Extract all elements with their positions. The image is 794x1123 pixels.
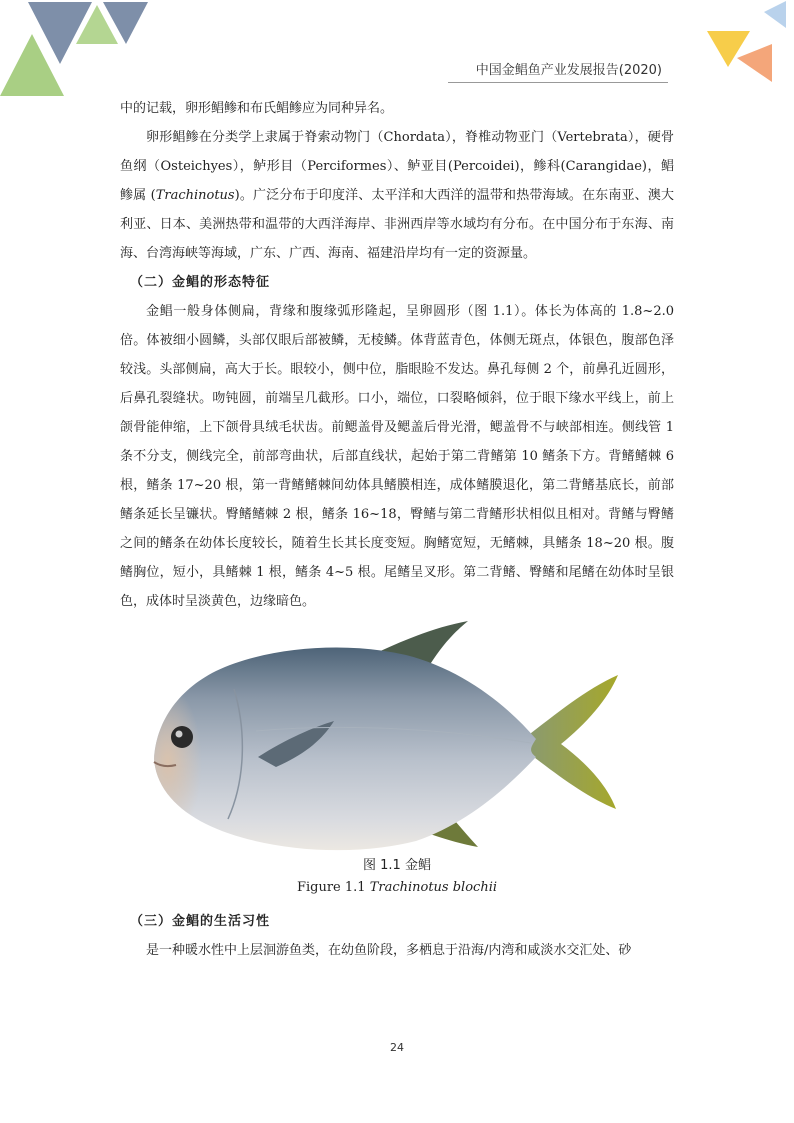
report-header-title: 中国金鲳鱼产业发展报告(2020) [475,63,662,78]
section-heading-morphology: （二）金鲳的形态特征 [130,275,271,290]
section-heading-habits: （三）金鲳的生活习性 [130,914,271,929]
figure-fish [120,619,674,899]
header-divider [448,82,668,83]
fish-eye-highlight [176,731,183,738]
paragraph-morphology: 金鲳一般身体侧扁，背缘和腹缘弧形隆起，呈卵圆形（图 1.1）。体长为体高的 1.8~2.0 倍。体被细小圆鳞，头部仅眼后部被鳞，无棱鳞。体背蓝青色，体侧无斑点，体银色，腹部色泽较浅。头部侧扁，高大于长。眼较小，侧中位，脂眼睑不发达。鼻孔每侧 2 个，前鼻孔近圆形，后鼻孔裂缝状。吻钝圆，前端呈几截形。口小，端位，口裂略倾斜，位于眼下缘水平线上，前上颌骨能伸缩，上下颌骨具绒毛状齿。前鳃盖骨及鳃盖后骨光滑，鳃盖骨不与峡部相连。侧线管 1 条不分支，侧线完全，前部弯曲状，后部直线状，起始于第二背鳍第 10 鳍条下方。背鳍鳍棘 6 根，鳍条 17~20 根，第一背鳍鳍棘间幼体具鳍膜相连，成体鳍膜退化，第二背鳍基底长，前部鳍条延长呈镰状。臀鳍鳍棘 2 根，鳍条 16~18，臀鳍与第二背鳍形状相似且相对。背鳍与臀鳍之间的鳍条在幼体长度较长，随着生长其长度变短。胸鳍宽短，无鳍棘，具鳍条 18~20 根。腹鳍胸位，短小，具鳍棘 1 根，鳍条 4~5 根。尾鳍呈叉形。第二背鳍、臀鳍和尾鳍在幼体时呈银色，成体时呈淡黄色，边缘暗色。 [120,304,674,609]
tail-fin [526,675,618,809]
body-content [120,94,674,965]
fish-image [146,619,646,855]
paragraph-continuation: 中的记载，卵形鲳鲹和布氏鲳鲹应为同种异名。 [120,101,394,116]
caption-en-prefix: Figure 1.1 [296,880,370,895]
corner-decoration-left [0,0,150,100]
page-number: 24 [390,1041,404,1054]
deco-triangle-orange [737,44,772,82]
paragraph-habits: 是一种暖水性中上层洄游鱼类，在幼鱼阶段，多栖息于沿海/内湾和咸淡水交汇处、砂 [146,943,632,958]
figure-caption-en [120,877,674,899]
fish-eye [171,726,193,748]
corner-decoration-right [704,0,794,95]
deco-triangle-blue [764,1,786,28]
caption-en-species: Trachinotus blochii [369,880,498,895]
taxonomy-text-b: )。广泛分布于印度洋、太平洋和大西洋的温带和热带海域。在东南亚、澳大利亚、日本、美洲热带和温带的大西洋海岸、非洲西岸等水域均有分布。在中国分布于东海、南海、台湾海峡等海域，广东、广西、海南、福建沿岸均有一定的资源量。 [120,188,674,261]
paragraph-taxonomy [120,123,674,268]
fish-head-tint [154,671,223,824]
taxonomy-text-a: 卵形鲳鲹在分类学上隶属于脊索动物门（Chordata），脊椎动物亚门（Vertebrata），硬骨鱼纲（Osteichyes），鲈形目（Perciformes）、鲈亚目(Percoidei)，鲹科(Carangidae)，鲳鲹属 ( [120,130,674,203]
figure-caption-zh: 图 1.1 金鲳 [363,858,431,873]
genus-name: Trachinotus [155,188,235,203]
